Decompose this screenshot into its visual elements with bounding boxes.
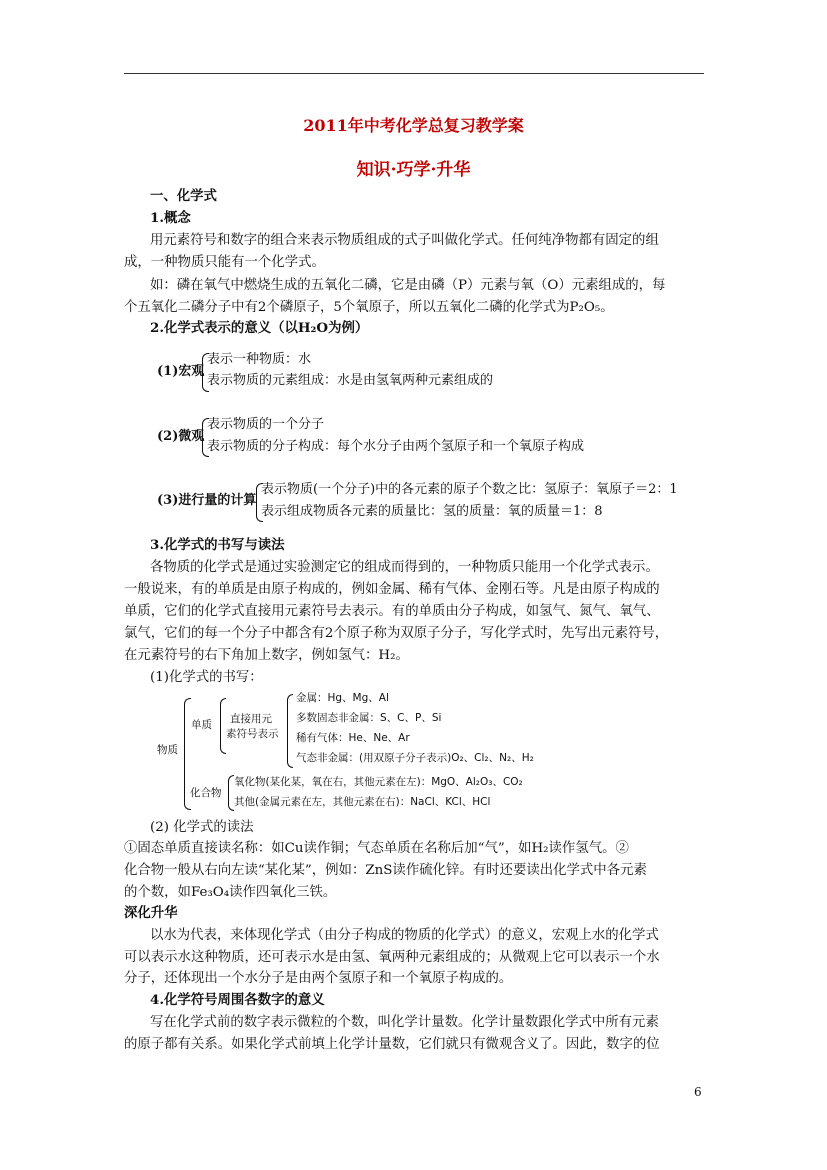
section-heading-1: 一、化学式 xyxy=(150,188,217,204)
paragraph-line: 分子，还体现出一个水分子是由两个氢原子和一个氧原子构成的。 xyxy=(124,971,513,986)
diagram-leaf: 稀有气体：He、Ne、Ar xyxy=(296,732,410,744)
paragraph-line: 写在化学式前的数字表示微粒的个数，叫化学计量数。化学计量数跟化学式中所有元素 xyxy=(150,1015,659,1030)
paragraph-line: 单质，它们的化学式直接用元素符号去表示。有的单质由分子构成，如氢气、氮气、氧气、 xyxy=(124,604,660,619)
diagram-root: 物质 xyxy=(157,744,178,756)
diagram-leaf: 气态非金属：(用双原子分子表示)O₂、Cl₂、N₂、H₂ xyxy=(296,752,534,764)
page-title: 2011年中考化学总复习教学案 xyxy=(303,116,524,135)
micro-item: 表示物质的分子构成：每个水分子由两个氢原子和一个氧原子构成 xyxy=(207,439,585,454)
paragraph-line: 用元素符号和数字的组合来表示物质组成的式子叫做化学式。任何纯净物都有固定的组 xyxy=(150,233,659,248)
page-number: 6 xyxy=(694,1085,702,1099)
paragraph-line: 一般说来，有的单质是由原子构成的，例如金属、稀有气体、金刚石等。凡是由原子构成的 xyxy=(124,582,660,597)
calc-label: (3)进行量的计算 xyxy=(157,493,257,508)
diagram-leaf: 其他(金属元素在左，其他元素在右)：NaCl、KCl、HCl xyxy=(234,796,491,808)
diagram-compound: 化合物 xyxy=(190,787,222,799)
elem-brace xyxy=(220,698,226,754)
heading-meaning: 2.化学式表示的意义（以H₂O为例） xyxy=(150,320,369,336)
diagram-leaf: 金属：Hg、Mg、Al xyxy=(296,692,389,704)
paragraph-line: 化合物一般从右向左读“某化某”，例如：ZnS读作硫化锌。有时还要读出化学式中各元素 xyxy=(124,863,647,878)
paragraph-line: 以水为代表，来体现化学式（由分子构成的物质的化学式）的意义，宏观上水的化学式 xyxy=(150,928,659,943)
macro-label: (1)宏观 xyxy=(157,364,205,379)
micro-label: (2)微观 xyxy=(157,429,205,444)
paragraph-line: 各物质的化学式是通过实验测定它的组成而得到的，一种物质只能用一个化学式表示。 xyxy=(150,560,659,575)
heading-digits: 4.化学符号周围各数字的意义 xyxy=(150,992,325,1008)
macro-item: 表示一种物质：水 xyxy=(207,352,312,367)
paragraph-line: 氯气，它们的每一个分子中都含有2个原子称为双原子分子，写化学式时，先写出元素符号， xyxy=(124,626,669,641)
header-rule xyxy=(124,73,704,74)
heading-writing: 3.化学式的书写与读法 xyxy=(150,537,285,553)
micro-item: 表示物质的一个分子 xyxy=(207,417,325,432)
diagram-leaf: 多数固态非金属：S、C、P、Si xyxy=(296,712,442,724)
page-subtitle: 知识·巧学·升华 xyxy=(356,160,471,180)
paragraph-line: 在元素符号的右下角加上数字，例如氢气：H₂。 xyxy=(124,648,409,663)
paragraph-line: 成，一种物质只能有一个化学式。 xyxy=(124,255,325,270)
paragraph-line: 如：磷在氧气中燃烧生成的五氧化二磷，它是由磷（P）元素与氧（O）元素组成的，每 xyxy=(150,278,666,293)
heading-deepen: 深化升华 xyxy=(124,905,178,921)
heading-concept: 1.概念 xyxy=(150,210,191,226)
writing-label: (1)化学式的书写： xyxy=(150,670,263,685)
macro-item: 表示物质的元素组成：水是由氢氧两种元素组成的 xyxy=(207,373,494,388)
calc-item: 表示组成物质各元素的质量比：氢的质量：氧的质量＝1：8 xyxy=(261,504,603,519)
paragraph-line: 的原子都有关系。如果化学式前填上化学计量数，它们就只有微观含义了。因此，数字的位 xyxy=(124,1037,660,1052)
paragraph-line: 的个数，如Fe₃O₄读作四氧化三铁。 xyxy=(124,885,337,900)
diagram-direct: 素符号表示 xyxy=(226,728,279,740)
reading-label: (2) 化学式的读法 xyxy=(150,820,254,835)
diagram-element: 单质 xyxy=(191,719,212,731)
paragraph-line: ①固态单质直接读名称：如Cu读作铜；气态单质在名称后加“气”，如H₂读作氢气。② xyxy=(124,841,629,856)
calc-item: 表示物质(一个分子)中的各元素的原子个数之比：氢原子：氧原子＝2：1 xyxy=(261,482,678,497)
diagram-direct: 直接用元 xyxy=(230,713,272,725)
paragraph-line: 可以表示水这种物质，还可表示水是由氢、氧两种元素组成的；从微观上它可以表示一个水 xyxy=(124,950,660,965)
paragraph-line: 个五氧化二磷分子中有2个磷原子，5个氧原子，所以五氧化二磷的化学式为P₂O₅。 xyxy=(124,300,614,315)
direct-brace xyxy=(287,694,293,768)
diagram-leaf: 氧化物(某化某，氧在右，其他元素在左)：MgO、Al₂O₃、CO₂ xyxy=(234,776,523,788)
